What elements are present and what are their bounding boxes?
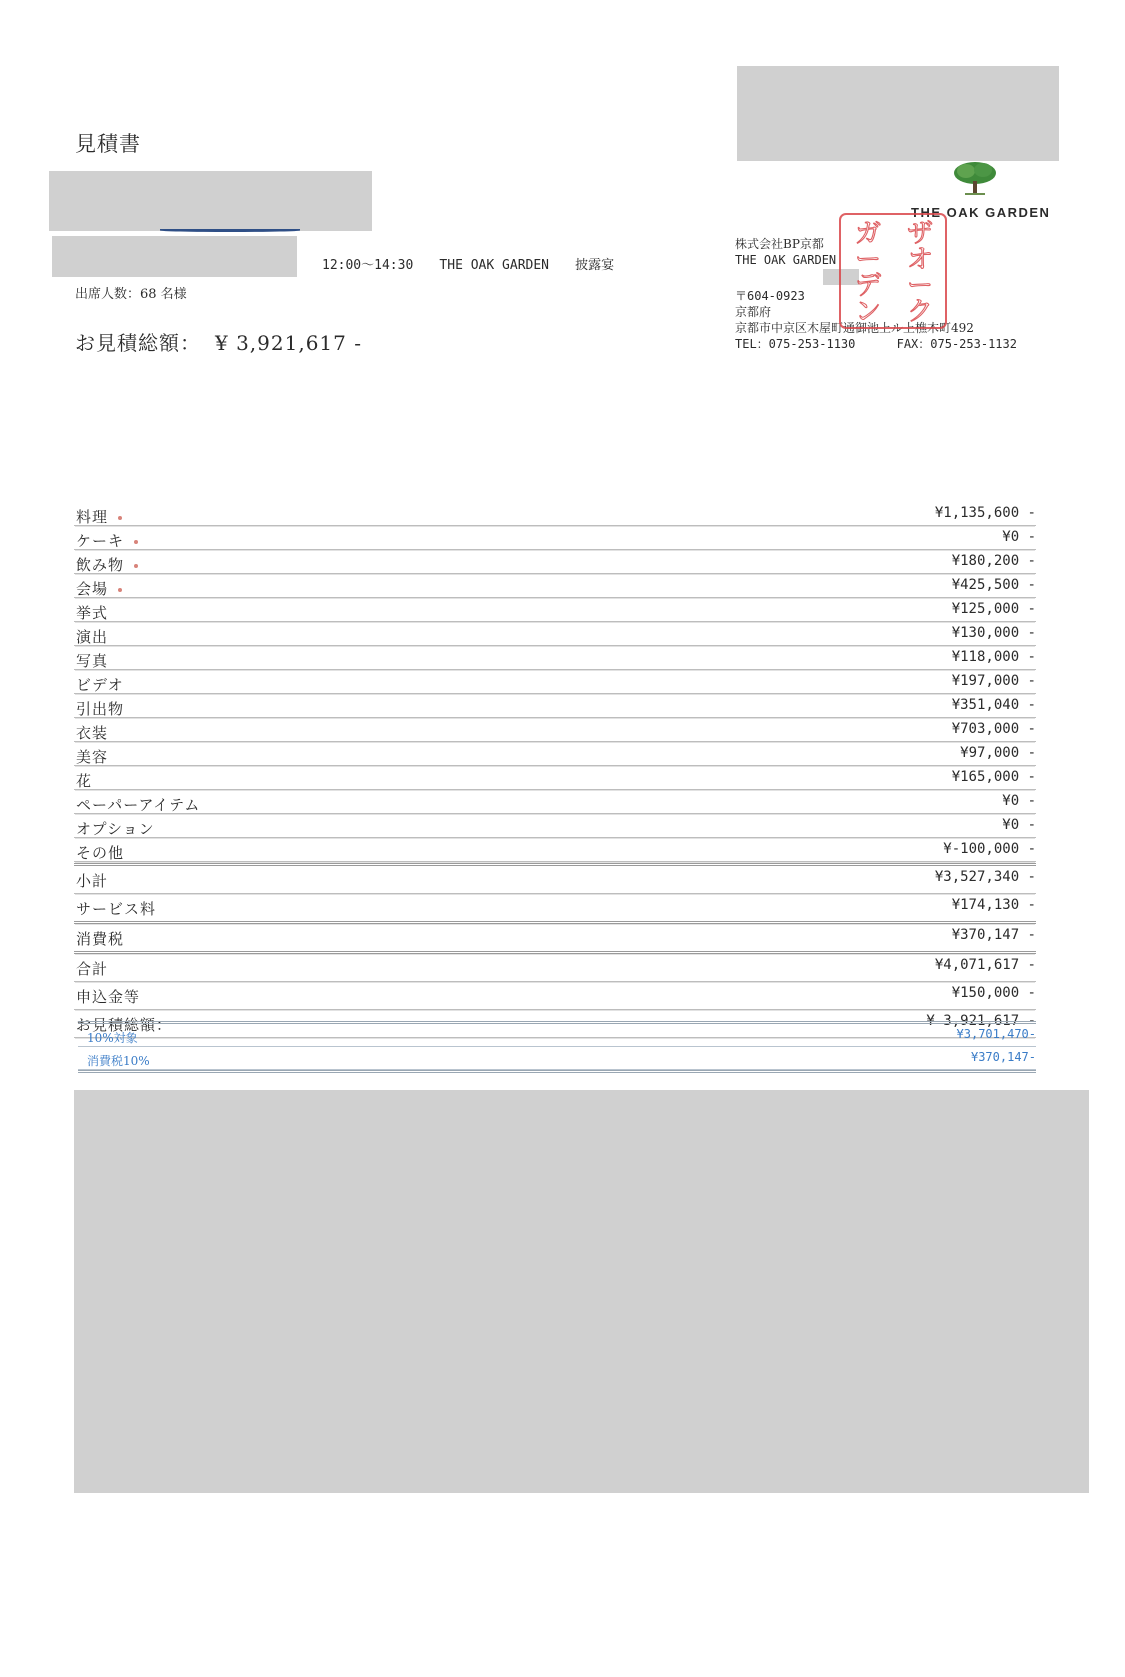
- row-label: 挙式: [76, 604, 109, 622]
- table-row: [74, 502, 1036, 526]
- event-time: 12:00〜14:30: [322, 258, 414, 273]
- table-row: [74, 670, 1036, 694]
- company-seal-stamp: [838, 212, 948, 330]
- table-row: [74, 646, 1036, 670]
- estimate-items-table: [74, 502, 1036, 1038]
- row-label: その他: [76, 844, 125, 862]
- row-amount: ¥351,040 -: [951, 697, 1036, 713]
- phone-fax: [735, 336, 1017, 352]
- row-amount: ¥125,000 -: [951, 601, 1036, 617]
- row-amount: ¥1,135,600 -: [934, 505, 1036, 521]
- address-prefecture: 京都府: [735, 305, 772, 319]
- redacted-block-customer-name: [49, 171, 372, 231]
- row-label: ケーキ: [76, 530, 138, 551]
- row-label: 写真: [76, 652, 109, 670]
- phone-number: TEL：075-253-1130: [735, 337, 856, 351]
- row-label: 美容: [76, 748, 109, 766]
- row-amount: ¥0 -: [1002, 793, 1036, 809]
- tax-list: [78, 1024, 1036, 1070]
- seal-character: ガ: [854, 219, 882, 249]
- row-amount: ¥197,000 -: [951, 673, 1036, 689]
- tax-breakdown: [78, 1021, 1036, 1073]
- row-label: 演出: [76, 628, 109, 646]
- table-row: [74, 814, 1036, 838]
- seal-character: ー: [854, 245, 882, 275]
- tax-row: [78, 1024, 1036, 1047]
- table-row: [74, 622, 1036, 646]
- marker-dot-icon: [134, 564, 138, 568]
- table-row: [74, 982, 1036, 1010]
- row-amount: ¥-100,000 -: [943, 841, 1036, 857]
- row-label: 花: [76, 772, 93, 790]
- tax-amount: ¥3,701,470-: [956, 1027, 1036, 1041]
- summary-list: [74, 866, 1036, 1038]
- row-amount: ¥370,147 -: [951, 927, 1036, 943]
- tax-label: 10%対象: [87, 1031, 138, 1045]
- seal-character: ー: [906, 271, 934, 301]
- seal-character: デ: [854, 271, 882, 301]
- table-row: [74, 894, 1036, 924]
- row-label: ペーパーアイテム: [76, 796, 201, 814]
- row-label: 消費税: [76, 930, 125, 948]
- company-block: [735, 236, 836, 268]
- row-label: オプション: [76, 820, 155, 838]
- fax-number: FAX：075-253-1132: [896, 337, 1017, 351]
- tax-amount: ¥370,147-: [970, 1050, 1036, 1064]
- row-amount: ¥0 -: [1002, 817, 1036, 833]
- postal-code: 〒604-0923: [735, 289, 805, 303]
- tax-row: [78, 1047, 1036, 1070]
- table-row: [74, 954, 1036, 982]
- row-label: 会場: [76, 578, 122, 599]
- event-venue: THE OAK GARDEN: [439, 258, 549, 273]
- table-row: [74, 838, 1036, 862]
- attendance-count: 出席人数：68 名様: [75, 287, 187, 302]
- row-label: 料理: [76, 506, 122, 527]
- seal-character: ク: [906, 297, 934, 327]
- redaction-edge: [160, 229, 300, 232]
- row-label: サービス料: [76, 900, 157, 918]
- event-type: 披露宴: [575, 258, 615, 273]
- estimate-total-label: お見積総額：: [75, 331, 201, 355]
- estimate-total-amount: ¥ 3,921,617 -: [215, 331, 362, 355]
- table-row: [74, 694, 1036, 718]
- marker-dot-icon: [118, 588, 122, 592]
- row-label: 飲み物: [76, 554, 138, 575]
- table-row: [74, 790, 1036, 814]
- estimate-total-heading: [75, 327, 362, 356]
- seal-character: オ: [906, 245, 934, 275]
- table-row: [74, 866, 1036, 894]
- document-title: 見積書: [75, 132, 141, 156]
- row-amount: ¥703,000 -: [951, 721, 1036, 737]
- row-amount: ¥130,000 -: [951, 625, 1036, 641]
- row-amount: ¥150,000 -: [951, 985, 1036, 1001]
- items-list: [74, 502, 1036, 862]
- seal-character: ザ: [906, 219, 934, 249]
- company-name: 株式会社BP京都: [735, 237, 824, 251]
- row-label: お見積総額：: [76, 1016, 173, 1034]
- tax-bottom-rule: [78, 1070, 1036, 1073]
- marker-dot-icon: [118, 516, 122, 520]
- row-label: ビデオ: [76, 676, 124, 694]
- table-row: [74, 742, 1036, 766]
- row-amount: ¥3,527,340 -: [934, 869, 1036, 885]
- redacted-block-notes: [74, 1090, 1089, 1493]
- redacted-block-event-date: [52, 236, 297, 277]
- row-label: 合計: [76, 960, 109, 978]
- company-brand: THE OAK GARDEN: [911, 205, 1051, 220]
- redacted-block-company-logo: [737, 66, 1059, 161]
- oak-tree-icon: [951, 160, 999, 196]
- company-venue: THE OAK GARDEN: [735, 253, 837, 267]
- table-row: [74, 766, 1036, 790]
- row-amount: ¥180,200 -: [951, 553, 1036, 569]
- table-row: [74, 718, 1036, 742]
- table-row: [74, 550, 1036, 574]
- row-amount: ¥165,000 -: [951, 769, 1036, 785]
- address-street: 京都市中京区木屋町通御池上ル上樵木町492: [735, 321, 974, 335]
- row-amount: ¥174,130 -: [951, 897, 1036, 913]
- row-amount: ¥97,000 -: [960, 745, 1036, 761]
- row-label: 小計: [76, 872, 109, 890]
- row-label: 引出物: [76, 700, 125, 718]
- event-info-line: [322, 254, 636, 273]
- row-label: 申込金等: [76, 988, 141, 1006]
- row-amount: ¥425,500 -: [951, 577, 1036, 593]
- row-amount: ¥118,000 -: [951, 649, 1036, 665]
- tax-label: 消費税10%: [87, 1054, 150, 1068]
- row-label: 衣装: [76, 724, 109, 742]
- table-row: [74, 526, 1036, 550]
- seal-character: ン: [854, 297, 882, 327]
- table-row: [74, 574, 1036, 598]
- row-amount: ¥4,071,617 -: [934, 957, 1036, 973]
- table-row: [74, 924, 1036, 954]
- table-row: [74, 598, 1036, 622]
- marker-dot-icon: [134, 540, 138, 544]
- row-amount: ¥ 3,921,617 -: [926, 1013, 1036, 1029]
- row-amount: ¥0 -: [1002, 529, 1036, 545]
